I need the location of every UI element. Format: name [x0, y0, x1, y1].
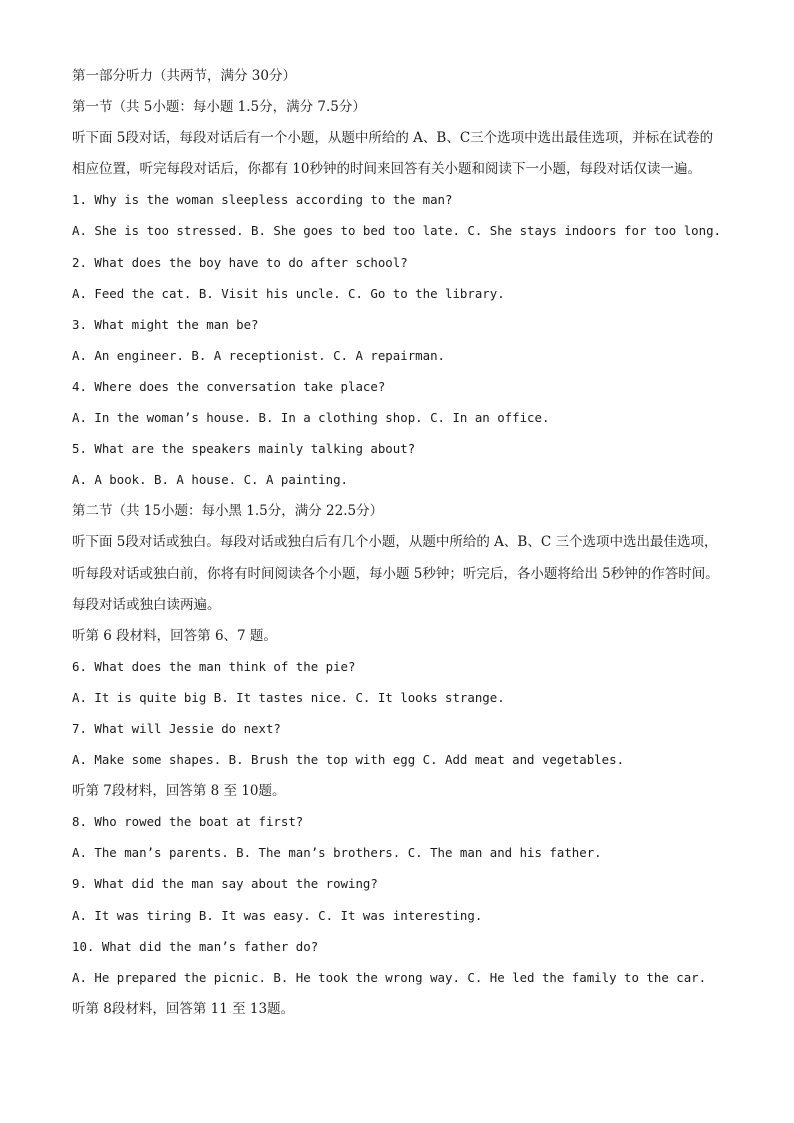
question-3: 3. What might the man be?: [72, 316, 259, 332]
question-5: 5. What are the speakers mainly talking about?: [72, 441, 416, 457]
question-1-options: A. She is too stressed. B. She goes to bed too late. C. She stays indoors for too long.: [72, 223, 722, 239]
question-9-options: A. It was tiring B. It was easy. C. It was interesting.: [72, 907, 483, 923]
question-2: 2. What does the boy have to do after school?: [72, 254, 408, 270]
question-4: 4. Where does the conversation take place?: [72, 378, 386, 394]
question-7-options: A. Make some shapes. B. Brush the top with egg C. Add meat and vegetables.: [72, 752, 625, 768]
question-5-options: A. A book. B. A house. C. A painting.: [72, 472, 349, 488]
question-10: 10. What did the man’s father do?: [72, 938, 319, 954]
question-2-options: A. Feed the cat. B. Visit his uncle. C. Go to the library.: [72, 285, 505, 301]
material6-heading: 听第 6 段材料，回答第 6、7 题。: [72, 627, 277, 644]
question-3-options: A. An engineer. B. A receptionist. C. A repairman.: [72, 347, 445, 363]
question-7: 7. What will Jessie do next?: [72, 720, 281, 736]
section2-directions-line2: 听每段对话或独白前，你将有时间阅读各个小题，每小题 5秒钟；听完后，各小题将给出 5秒钟的作答时间。: [72, 565, 719, 582]
section2-directions-line1: 听下面 5段对话或独白。每段对话或独白后有几个小题，从题中所给的 A、B、C 三个选项中选出最佳选项，: [72, 534, 718, 551]
section1-directions-line1: 听下面 5段对话，每段对话后有一个小题，从题中所给的 A、B、C三个选项中选出最佳选项，并标在试卷的: [72, 130, 714, 147]
question-9: 9. What did the man say about the rowing?: [72, 876, 378, 892]
question-8: 8. Who rowed the boat at first?: [72, 814, 304, 830]
section2-title: 第二节（共 15小题：每小黑 1.5分，满分 22.5分）: [72, 503, 384, 520]
material8-heading: 听第 8段材料，回答第 11 至 13题。: [72, 1000, 295, 1017]
question-4-options: A. In the woman’s house. B. In a clothing shop. C. In an office.: [72, 410, 550, 426]
exam-page: [72, 63, 732, 1027]
part1-title: 第一部分听力（共两节，满分 30分）: [72, 68, 296, 84]
question-8-options: A. The man’s parents. B. The man’s brothers. C. The man and his father.: [72, 845, 602, 861]
question-6-options: A. It is quite big B. It tastes nice. C. It looks strange.: [72, 689, 505, 705]
section1-directions-line2: 相应位置，听完每段对话后，你都有 10秒钟的时间来回答有关小题和阅读下一小题，每段对话仅读一遍。: [72, 161, 701, 178]
section2-directions-line3: 每段对话或独白读两遍。: [72, 596, 221, 613]
question-1: 1. Why is the woman sleepless according to the man?: [72, 192, 453, 208]
question-10-options: A. He prepared the picnic. B. He took the wrong way. C. He led the family to the car.: [72, 969, 707, 985]
section1-title: 第一节（共 5小题：每小题 1.5分，满分 7.5分）: [72, 99, 366, 116]
material7-heading: 听第 7段材料，回答第 8 至 10题。: [72, 783, 286, 800]
question-6: 6. What does the man think of the pie?: [72, 658, 356, 674]
